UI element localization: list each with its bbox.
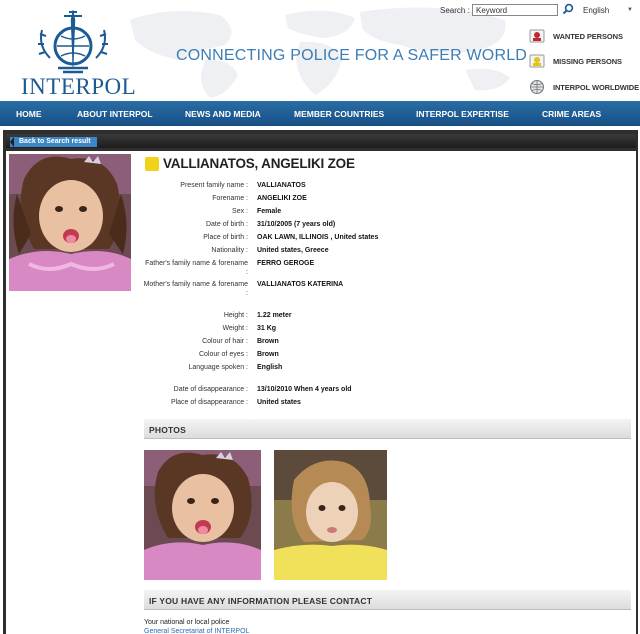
back-to-search-button[interactable]: Back to Search result [10,137,97,147]
photos-section-header [144,419,631,439]
nav-crime-areas[interactable]: CRIME AREAS [542,109,602,119]
detail-value: Female [257,208,282,215]
chevron-down-icon[interactable]: ▼ [627,7,633,13]
detail-value: 31/10/2005 (7 years old) [257,221,336,228]
detail-value: 13/10/2010 When 4 years old [257,386,352,393]
globe-icon [528,78,546,96]
detail-label-colon: : [246,269,248,276]
missing-icon [528,52,546,70]
detail-label: Place of birth : [203,234,248,241]
nav-news-and-media[interactable]: NEWS AND MEDIA [185,109,261,119]
detail-value: VALLIANATOS [257,182,306,189]
detail-value: 31 Kg [257,325,277,332]
section-title: IF YOU HAVE ANY INFORMATION PLEASE CONTACT [149,596,373,606]
detail-value: United states [257,399,301,406]
search-label: Search : [440,6,470,15]
section-title: PHOTOS [149,425,186,435]
detail-label: Date of birth : [205,221,248,228]
detail-value: Brown [257,338,279,345]
detail-value: VALLIANATOS KATERINA [257,281,344,288]
detail-label: Sex : [232,208,248,215]
side-link-label: INTERPOL WORLDWIDE [553,82,639,92]
nav-home[interactable]: HOME [16,109,42,119]
detail-label: Weight : [222,325,248,332]
photo-thumbnail[interactable] [274,450,387,580]
side-link-label: WANTED PERSONS [553,31,623,41]
detail-label: Present family name : [180,182,248,189]
detail-label: Colour of eyes : [198,351,248,358]
detail-label: Date of disappearance : [173,386,248,393]
site-header [0,0,640,100]
photo-thumbnail[interactable] [144,450,261,580]
detail-label: Mother's family name & forename [143,281,248,288]
site-tagline: CONNECTING POLICE FOR A SAFER WORLD [176,47,528,64]
toolbar [6,134,636,148]
language-select[interactable]: English [583,6,610,15]
person-name: VALLIANATOS, ANGELIKI ZOE [163,156,355,171]
detail-value: 1.22 meter [257,312,292,319]
contact-section-header [144,590,631,610]
side-link-label: MISSING PERSONS [553,56,622,66]
interpol-worldwide-link[interactable] [528,77,639,97]
detail-label: Colour of hair : [202,338,248,345]
nav-interpol-expertise[interactable]: INTERPOL EXPERTISE [416,109,509,119]
nav-about-interpol[interactable]: ABOUT INTERPOL [77,109,153,119]
detail-value: OAK LAWN, ILLINOIS , United states [257,234,379,241]
search-icon[interactable] [562,3,574,15]
detail-label: Language spoken : [188,364,248,371]
contact-text: Your national or local police [144,619,230,626]
interpol-wordmark[interactable]: INTERPOL [21,74,137,99]
detail-value: ANGELIKI ZOE [257,195,307,202]
detail-label-colon: : [246,290,248,297]
nav-member-countries[interactable]: MEMBER COUNTRIES [294,109,385,119]
main-photo[interactable] [9,154,131,291]
wanted-persons-link[interactable] [528,26,623,46]
general-secretariat-link[interactable]: General Secretariat of INTERPOL [144,628,250,634]
detail-value: FERRO GEROGE [257,260,315,267]
detail-label: Nationality : [211,247,248,254]
detail-label: Father's family name & forename [145,260,248,267]
detail-value: United states, Greece [257,247,329,254]
wanted-icon [528,27,546,45]
search-input[interactable] [472,4,558,16]
detail-value: English [257,364,283,371]
detail-label: Height : [223,312,248,319]
missing-notice-badge-icon [145,157,159,171]
detail-label: Forename : [212,195,248,202]
detail-value: Brown [257,351,279,358]
detail-label: Place of disappearance : [170,399,248,406]
missing-persons-link[interactable] [528,51,622,71]
main-navigation [0,101,640,126]
